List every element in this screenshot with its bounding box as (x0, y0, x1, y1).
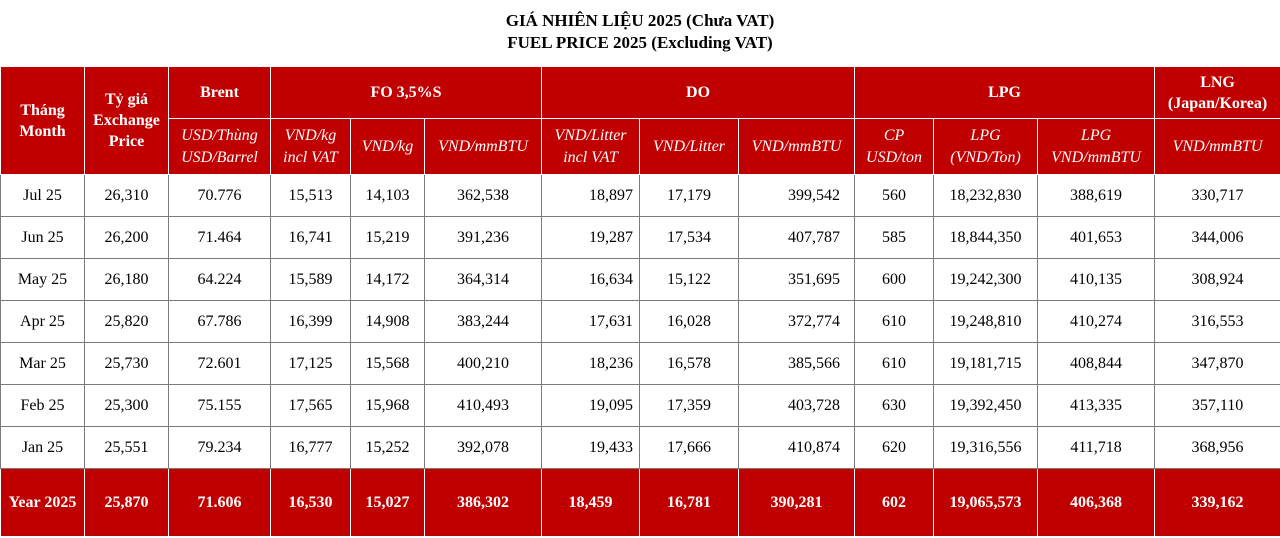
cell-lpg-ton: 19,248,810 (934, 301, 1038, 343)
unit-lpg-ton-line2: (VND/Ton) (950, 148, 1021, 166)
total-row (1, 469, 1280, 537)
cell-month: Jul 25 (1, 175, 85, 217)
month-header (1, 67, 85, 175)
cell-do-incl: 19,095 (542, 385, 640, 427)
cell-fo-kg: 15,968 (351, 385, 425, 427)
cell-fo-incl: 17,565 (271, 385, 351, 427)
cell-fo-mmbtu: 391,236 (425, 217, 542, 259)
cell-do-mmbtu: 407,787 (739, 217, 855, 259)
unit-fo-mmbtu: VND/mmBTU (425, 119, 542, 175)
total-month: Year 2025 (1, 469, 85, 537)
unit-lng-mmbtu: VND/mmBTU (1155, 119, 1280, 175)
cell-fo-kg: 15,568 (351, 343, 425, 385)
cell-do-litter: 15,122 (640, 259, 739, 301)
table-row (1, 301, 1280, 343)
cell-lng: 347,870 (1155, 343, 1280, 385)
lng-header (1155, 67, 1280, 119)
unit-lpg-ton (934, 119, 1038, 175)
unit-do-incl-vat (542, 119, 640, 175)
cell-cp: 560 (855, 175, 934, 217)
cell-fo-kg: 14,172 (351, 259, 425, 301)
table-row (1, 259, 1280, 301)
cell-rate: 25,820 (85, 301, 169, 343)
cell-rate: 26,310 (85, 175, 169, 217)
lpg-header: LPG (855, 67, 1155, 119)
cell-do-incl: 19,287 (542, 217, 640, 259)
title-vietnamese: GIÁ NHIÊN LIỆU 2025 (Chưa VAT) (505, 11, 775, 30)
unit-fo-incl-line1: VND/kg (284, 126, 337, 144)
total-lpg-ton: 19,065,573 (934, 469, 1038, 537)
cell-rate: 26,200 (85, 217, 169, 259)
cell-brent: 79.234 (169, 427, 271, 469)
cell-lpg-mmbtu: 401,653 (1038, 217, 1155, 259)
cell-do-incl: 18,897 (542, 175, 640, 217)
cell-lng: 368,956 (1155, 427, 1280, 469)
cell-brent: 64.224 (169, 259, 271, 301)
unit-do-incl-line2: incl VAT (563, 148, 618, 166)
cell-brent: 67.786 (169, 301, 271, 343)
cell-month: Apr 25 (1, 301, 85, 343)
cell-lng: 357,110 (1155, 385, 1280, 427)
table-row (1, 343, 1280, 385)
total-brent: 71.606 (169, 469, 271, 537)
unit-cp-line1: CP (883, 126, 905, 144)
rate-header-en2: Price (108, 133, 145, 150)
cell-do-litter: 17,179 (640, 175, 739, 217)
cell-lpg-mmbtu: 410,135 (1038, 259, 1155, 301)
cell-lpg-mmbtu: 388,619 (1038, 175, 1155, 217)
unit-fo-incl-line2: incl VAT (283, 148, 338, 166)
cell-lpg-mmbtu: 413,335 (1038, 385, 1155, 427)
cell-cp: 610 (855, 301, 934, 343)
cell-fo-kg: 15,252 (351, 427, 425, 469)
rate-header-en1: Exchange (93, 112, 160, 129)
unit-fo-incl-vat (271, 119, 351, 175)
cell-do-mmbtu: 372,774 (739, 301, 855, 343)
cell-do-incl: 17,631 (542, 301, 640, 343)
cell-lng: 344,006 (1155, 217, 1280, 259)
cell-lpg-mmbtu: 410,274 (1038, 301, 1155, 343)
cell-do-litter: 17,534 (640, 217, 739, 259)
table-title (0, 0, 1280, 66)
cell-fo-mmbtu: 410,493 (425, 385, 542, 427)
unit-do-mmbtu: VND/mmBTU (739, 119, 855, 175)
lng-header-line1: LNG (1200, 73, 1235, 91)
cell-month: May 25 (1, 259, 85, 301)
cell-cp: 585 (855, 217, 934, 259)
total-do-mmbtu: 390,281 (739, 469, 855, 537)
table-row (1, 427, 1280, 469)
cell-lpg-mmbtu: 408,844 (1038, 343, 1155, 385)
cell-do-litter: 16,028 (640, 301, 739, 343)
table-row (1, 385, 1280, 427)
total-do-incl: 18,459 (542, 469, 640, 537)
unit-fo-kg: VND/kg (351, 119, 425, 175)
cell-month: Jun 25 (1, 217, 85, 259)
cell-fo-incl: 15,589 (271, 259, 351, 301)
cell-do-incl: 16,634 (542, 259, 640, 301)
cell-brent: 71.464 (169, 217, 271, 259)
cell-rate: 25,300 (85, 385, 169, 427)
unit-do-incl-line1: VND/Litter (554, 126, 627, 144)
cell-do-mmbtu: 399,542 (739, 175, 855, 217)
cell-do-litter: 17,359 (640, 385, 739, 427)
cell-month: Mar 25 (1, 343, 85, 385)
cell-fo-incl: 15,513 (271, 175, 351, 217)
total-do-litter: 16,781 (640, 469, 739, 537)
month-header-vi: Tháng (20, 101, 65, 119)
unit-lpg-mmbtu-line1: LPG (1080, 126, 1112, 144)
cell-fo-mmbtu: 364,314 (425, 259, 542, 301)
cell-fo-incl: 16,741 (271, 217, 351, 259)
cell-brent: 72.601 (169, 343, 271, 385)
cell-lpg-ton: 18,844,350 (934, 217, 1038, 259)
total-fo-kg: 15,027 (351, 469, 425, 537)
unit-lpg-ton-line1: LPG (970, 126, 1001, 144)
cell-cp: 610 (855, 343, 934, 385)
cell-cp: 630 (855, 385, 934, 427)
total-fo-mmbtu: 386,302 (425, 469, 542, 537)
cell-lpg-ton: 18,232,830 (934, 175, 1038, 217)
cell-do-mmbtu: 385,566 (739, 343, 855, 385)
do-header: DO (542, 67, 855, 119)
cell-do-litter: 16,578 (640, 343, 739, 385)
table-row (1, 175, 1280, 217)
unit-brent (169, 119, 271, 175)
rate-header-vi: Tỷ giá (104, 91, 149, 108)
cell-brent: 70.776 (169, 175, 271, 217)
cell-do-mmbtu: 403,728 (739, 385, 855, 427)
unit-cp (855, 119, 934, 175)
table-row (1, 217, 1280, 259)
cell-fo-mmbtu: 383,244 (425, 301, 542, 343)
cell-lpg-mmbtu: 411,718 (1038, 427, 1155, 469)
cell-cp: 600 (855, 259, 934, 301)
unit-cp-line2: USD/ton (866, 148, 923, 166)
cell-rate: 25,551 (85, 427, 169, 469)
brent-header: Brent (169, 67, 271, 119)
cell-lng: 330,717 (1155, 175, 1280, 217)
cell-lpg-ton: 19,316,556 (934, 427, 1038, 469)
cell-fo-incl: 16,399 (271, 301, 351, 343)
cell-cp: 620 (855, 427, 934, 469)
cell-lng: 316,553 (1155, 301, 1280, 343)
cell-fo-kg: 14,103 (351, 175, 425, 217)
unit-lpg-mmbtu-line2: VND/mmBTU (1051, 148, 1141, 166)
lng-header-line2: (Japan/Korea) (1167, 94, 1268, 112)
cell-lpg-ton: 19,181,715 (934, 343, 1038, 385)
cell-rate: 26,180 (85, 259, 169, 301)
total-lng: 339,162 (1155, 469, 1280, 537)
cell-fo-mmbtu: 392,078 (425, 427, 542, 469)
cell-fo-mmbtu: 400,210 (425, 343, 542, 385)
cell-fo-kg: 14,908 (351, 301, 425, 343)
cell-month: Feb 25 (1, 385, 85, 427)
cell-do-incl: 19,433 (542, 427, 640, 469)
cell-do-mmbtu: 410,874 (739, 427, 855, 469)
unit-do-litter: VND/Litter (640, 119, 739, 175)
cell-do-litter: 17,666 (640, 427, 739, 469)
cell-fo-mmbtu: 362,538 (425, 175, 542, 217)
cell-fo-kg: 15,219 (351, 217, 425, 259)
unit-lpg-mmbtu (1038, 119, 1155, 175)
cell-brent: 75.155 (169, 385, 271, 427)
cell-month: Jan 25 (1, 427, 85, 469)
total-lpg-mmbtu: 406,368 (1038, 469, 1155, 537)
total-rate: 25,870 (85, 469, 169, 537)
title-english: FUEL PRICE 2025 (Excluding VAT) (507, 33, 773, 52)
exchange-rate-header (85, 67, 169, 175)
cell-do-incl: 18,236 (542, 343, 640, 385)
month-header-en: Month (19, 122, 66, 140)
cell-rate: 25,730 (85, 343, 169, 385)
total-cp: 602 (855, 469, 934, 537)
cell-fo-incl: 16,777 (271, 427, 351, 469)
cell-fo-incl: 17,125 (271, 343, 351, 385)
total-fo-incl: 16,530 (271, 469, 351, 537)
cell-lpg-ton: 19,242,300 (934, 259, 1038, 301)
unit-brent-line2: USD/Barrel (181, 148, 258, 166)
unit-brent-line1: USD/Thùng (181, 126, 258, 144)
fuel-price-table (0, 66, 1280, 537)
cell-do-mmbtu: 351,695 (739, 259, 855, 301)
fo-header: FO 3,5%S (271, 67, 542, 119)
cell-lpg-ton: 19,392,450 (934, 385, 1038, 427)
cell-lng: 308,924 (1155, 259, 1280, 301)
